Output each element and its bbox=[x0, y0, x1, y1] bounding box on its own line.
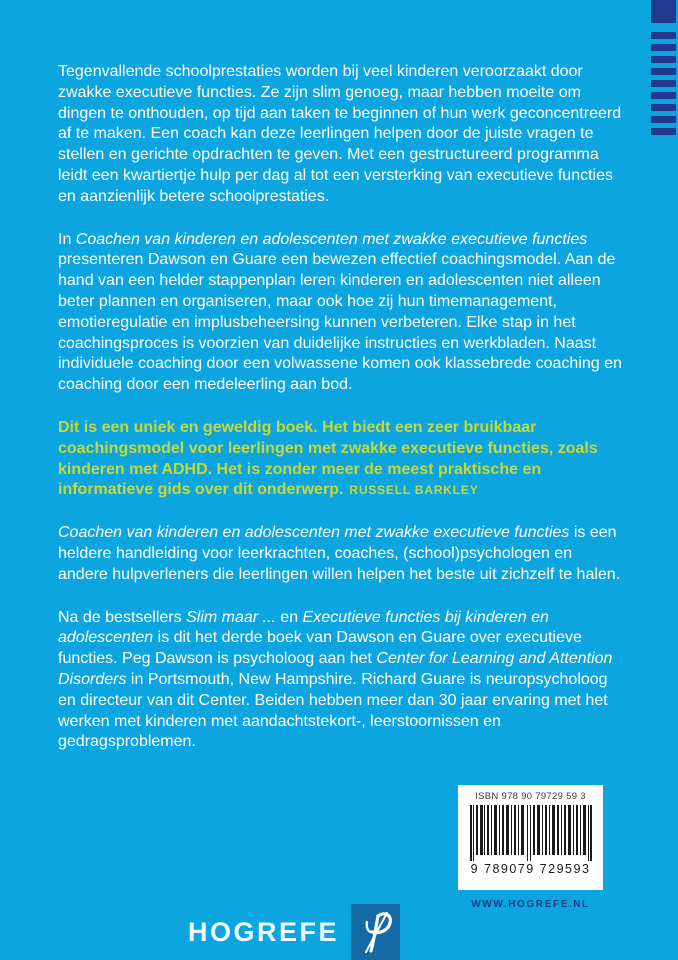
corner-stripe bbox=[651, 92, 676, 99]
audience-paragraph: Coachen van kinderen en adolescenten met zwakke executieve functies is een heldere handleiding voor leerkrachten, coaches, (school)psychologen en andere hulpverleners die leerlingen willen helpen het beste uit zichzelf te halen. bbox=[58, 524, 621, 583]
hogrefe-psi-icon bbox=[351, 904, 400, 960]
corner-stripe bbox=[651, 56, 676, 63]
authors-paragraph: Na de bestsellers Slim maar ... en Executieve functies bij kinderen en adolescenten is dit het derde boek van Dawson en Guare over executieve functies. Peg Dawson is psycholoog aan het Center for Learning and Attention Disorders in Portsmouth, New Hampshire. Richard Guare is neuropsycholoog en directeur van dit Center. Beiden hebben meer dan 30 jaar ervaring met het werken met kinderen met aandachtstekort-, leerstoornissen en gedragsproblemen. bbox=[58, 608, 613, 751]
barcode-number: 9 789079 729593 bbox=[470, 862, 591, 876]
publisher-website: WWW.HOGREFE.NL bbox=[471, 899, 590, 910]
publisher-wordmark: HOGREFE bbox=[188, 916, 340, 947]
corner-stripe bbox=[651, 32, 676, 39]
isbn-label: ISBN 978 90 79729 59 3 bbox=[475, 791, 586, 802]
quote-attribution: RUSSELL BARKLEY bbox=[349, 483, 479, 498]
barcode bbox=[458, 785, 603, 890]
corner-stripe bbox=[651, 104, 676, 111]
corner-stripes-decoration bbox=[651, 0, 676, 140]
corner-stripe bbox=[651, 68, 676, 75]
book-description-paragraph: In Coachen van kinderen en adolescenten met zwakke executieve functies presenteren Dawson en Guare een bewezen effectief coachingsmodel. Aan de hand van een helder stappenplan leren kinderen en adolescenten niet alleen beter plannen en organiseren, maar ook hoe zij hun timemanagement, emotieregulatie en implusbeheersing kunnen verbeteren. Elke stap in het coachingsproces is voorzien van duidelijke instructies en werkbladen. Naast individuele coaching door een volwassene komen ook klassebrede coaching en coaching door een medeleerling aan bod. bbox=[58, 230, 622, 394]
publisher-logo bbox=[188, 904, 400, 960]
corner-stripe bbox=[651, 116, 676, 123]
review-quote bbox=[58, 418, 624, 501]
quote-text: Dit is een uniek en geweldig boek. Het biedt een zeer bruikbaar coachingsmodel voor leerlingen met zwakke executieve functies, zoals kinderen met ADHD. Het is zonder meer de meest praktische en informatieve gids over dit onderwerp. bbox=[58, 418, 598, 499]
corner-block bbox=[651, 0, 676, 23]
corner-stripe bbox=[651, 128, 676, 135]
back-cover-text bbox=[58, 62, 624, 775]
intro-paragraph: Tegenvallende schoolprestaties worden bij veel kinderen veroorzaakt door zwakke executieve functies. Ze zijn slim genoeg, maar hebben moeite om dingen te onthouden, op tijd aan taken te beginnen of hun werk geconcentreerd af te maken. Een coach kan deze leerlingen helpen door de juiste vragen te stellen en gerichte opdrachten te geven. Met een gestructureerd programma leidt een kwartiertje hulp per dag al tot een versterking van executieve functies en aanzienlijk betere schoolprestaties. bbox=[58, 63, 622, 205]
barcode-bars-icon bbox=[470, 805, 592, 861]
corner-stripe bbox=[651, 44, 676, 51]
corner-stripe bbox=[651, 80, 676, 87]
